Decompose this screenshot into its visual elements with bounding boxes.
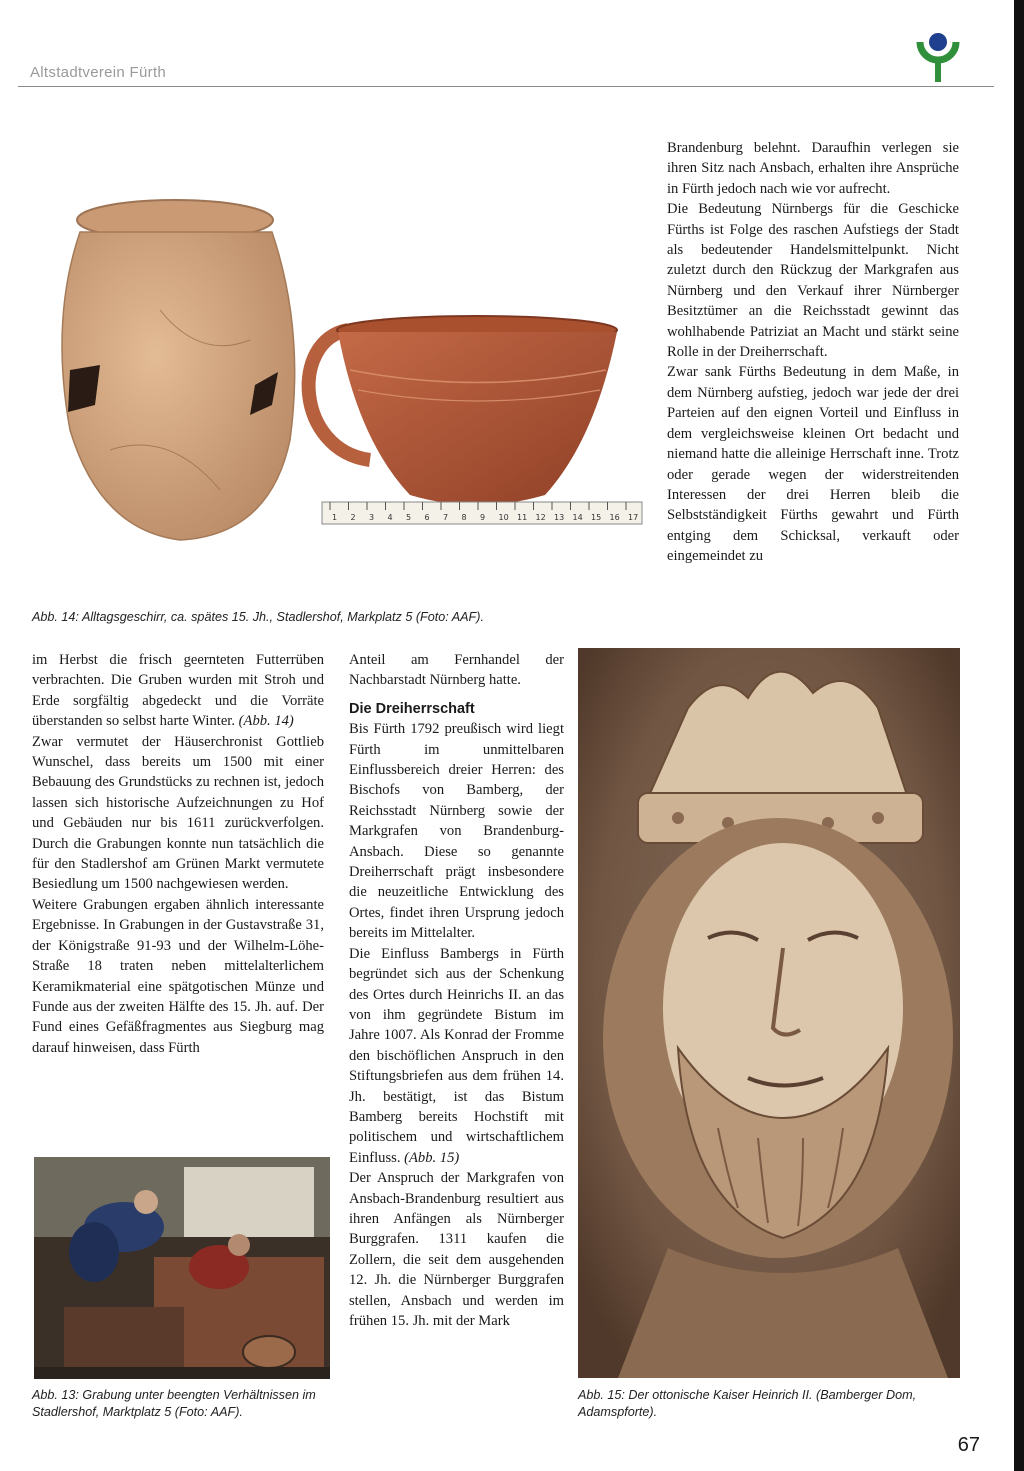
- ruler-tick-label: 9: [480, 513, 486, 522]
- ruler-tick-label: 13: [554, 513, 565, 522]
- ruler-tick-label: 12: [535, 513, 546, 522]
- ruler-tick-label: 10: [498, 513, 509, 522]
- excavation-photo: [34, 1157, 330, 1379]
- jar-shape: [62, 200, 295, 540]
- middle-column: [349, 650, 564, 1331]
- paragraph: [32, 650, 324, 732]
- scale-ruler: [322, 502, 642, 524]
- statue-photo: [578, 648, 960, 1378]
- ruler-tick-label: 7: [443, 513, 449, 522]
- figure-reference: (Abb. 14): [238, 713, 294, 730]
- ruler-tick-label: 17: [628, 513, 639, 522]
- paragraph: Zwar sank Fürths Bedeutung in dem Maße, in dem Nürnberg aufstieg, jedoch war jede der drei Parteien auf den eignen Vorteil und Einfluss in dem vergleichsweise kleinen Ort bedacht und niemand hatte die alleinige Herrschaft inne. Trotz oder gerade wegen der widerstreitenden Interessen der drei Herren bleib die Selbstständigkeit Fürths gewahrt und Fürth entging dem Schicksal, verkauft oder eingemeindet zu: [667, 364, 959, 565]
- caption-abb-14: Abb. 14: Alltagsgeschirr, ca. spätes 15. Jh., Stadlershof, Markplatz 5 (Foto: AAF).: [32, 610, 484, 624]
- left-column: [32, 650, 324, 1058]
- paragraph: Die Bedeutung Nürnbergs für die Geschicke Fürths ist Folge des raschen Aufstiegs der Stadt als bedeutender Handelsmittelpunkt. Nicht zuletzt durch den Rückzug der Markgrafen aus Nürnberg und den Verkauf ihrer Nürnberger Besitztümer an die Reichsstadt gewinnt das wohlhabende Patriziat an Macht und stärkt seine Rolle in der Dreiherrschaft.: [667, 201, 959, 361]
- paragraph: Der Anspruch der Markgrafen von Ansbach-Brandenburg resultiert aus ihren Anfängen als Nürnberger Burggrafen. 1311 kaufen die Zollern, die seit dem ausgehenden 12. Jh. die Nürnberger Burggrafen stellen, Ansbach und werden im frühen 15. Jh. mit der Mark: [349, 1170, 564, 1329]
- running-header: Altstadtverein Fürth: [30, 64, 167, 81]
- paragraph: Brandenburg belehnt. Daraufhin verlegen sie ihren Sitz nach Ansbach, erhalten ihre Ansprüche in Fürth jedoch nach wie vor aufrecht.: [667, 140, 959, 197]
- paragraph: Anteil am Fernhandel der Nachbarstadt Nürnberg hatte.: [349, 652, 564, 689]
- ruler-tick-label: 14: [572, 513, 583, 522]
- paragraph-text: Die Einfluss Bambergs in Fürth begründet sich aus der Schenkung des Ortes durch Heinrichs II. an das von ihm gegründete Bistum im Jahre 1007. Als Konrad der Fromme den bischöflichen Anspruch in den Stiftungsbriefen aus dem frühen 14. Jh. bestätigt, ist das Bistum Bamberg bereits Hochstift mit politischem und wirtschaftlichem Einfluss.: [349, 945, 564, 1166]
- ruler-tick-label: 1: [332, 513, 338, 522]
- ruler-tick-label: 8: [461, 513, 467, 522]
- ruler-tick-label: 5: [406, 513, 412, 522]
- ruler-tick-label: 2: [350, 513, 356, 522]
- caption-abb-13: Abb. 13: Grabung unter beengten Verhältnissen im Stadlershof, Marktplatz 5 (Foto: AAF).: [32, 1388, 316, 1419]
- pottery-photo: [40, 190, 652, 550]
- page-number: 67: [957, 1434, 980, 1456]
- ruler-tick-label: 11: [517, 513, 528, 522]
- header-rule: [18, 86, 994, 87]
- ruler-tick-label: 6: [424, 513, 430, 522]
- bowl-shape: [309, 316, 617, 505]
- caption-abb-15: Abb. 15: Der ottonische Kaiser Heinrich II. (Bamberger Dom, Adamspforte).: [578, 1388, 917, 1419]
- figure-reference: (Abb. 15): [404, 1149, 460, 1166]
- altstadtverein-logo: [912, 28, 964, 86]
- right-column-top: [667, 138, 959, 567]
- ruler-tick-label: 4: [387, 513, 393, 522]
- ruler-tick-label: 16: [609, 513, 620, 522]
- paragraph: Bis Fürth 1792 preußisch wird liegt Fürth im unmittelbaren Einflussbereich dreier Herren: des Bischofs von Bamberg, der Reichsstadt Nürnberg sowie der Markgrafen von Brandenburg-Ansbach. Diese so genannte Dreiherrschaft prägt insbesondere die neuzeitliche Entwicklung des Ortes, findet ihren Ursprung jedoch bereits im Mittelalter.: [349, 721, 564, 942]
- paragraph: Zwar vermutet der Häuserchronist Gottlieb Wunschel, dass bereits um 1500 mit einer Bebauung des Grundstücks zu rechnen ist, jedoch lassen sich historische Aufzeichnungen zu Hof und Gebäuden nur bis 1611 zurückverfolgen. Durch die Grabungen konnte nun tatsächlich die für den Stadlershof am Grünen Markt vermutete Besiedlung um 1500 nachgewiesen werden.: [32, 733, 324, 893]
- ruler-tick-label: 15: [591, 513, 602, 522]
- ruler-tick-label: 3: [369, 513, 375, 522]
- paragraph: Weitere Grabungen ergaben ähnlich interessante Ergebnisse. In Grabungen in der Gustavstraße 31, der Königstraße 91-93 und der Wilhelm-Löhe-Straße 18 traten neben mittelalterlichem Keramikmaterial eine spätgotischen Münze und Funde aus der zweiten Hälfte des 15. Jh. auf. Der Fund eines Gefäßfragmentes aus Siegburg mag darauf hinweisen, dass Fürth: [32, 896, 324, 1056]
- page-edge-bar: [1014, 0, 1024, 1471]
- paragraph-text: im Herbst die frisch geernteten Futterrüben verbrachten. Die Gruben wurden mit Stroh und Erde sorgfältig abgedeckt und die Vorräte überstanden so selbst harte Winter.: [32, 652, 324, 730]
- section-heading: Die Dreiherrschaft: [349, 700, 475, 717]
- paragraph: [349, 944, 564, 1168]
